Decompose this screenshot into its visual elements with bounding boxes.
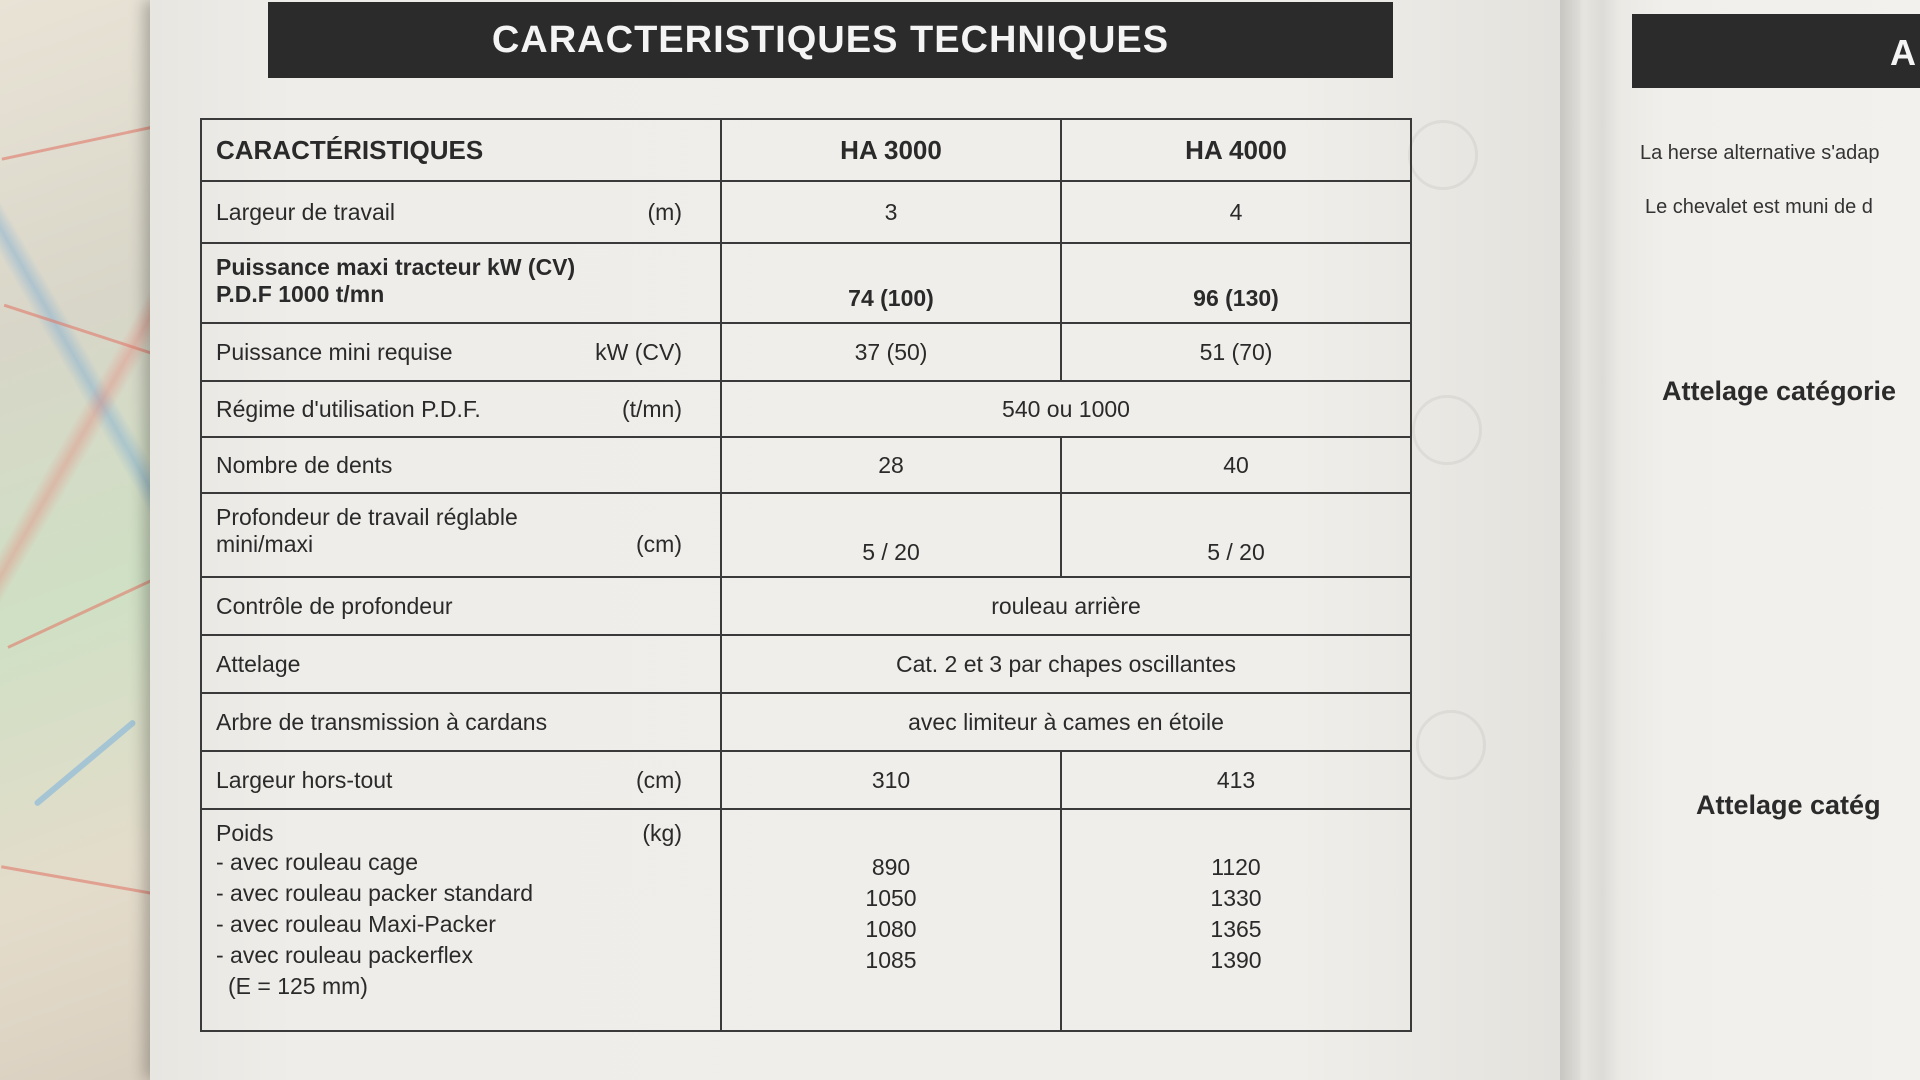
table-row: [201, 437, 1411, 493]
row-label-cell: Arbre de transmission à cardans: [201, 693, 721, 751]
right-page-heading-2: Attelage catég: [1696, 790, 1881, 820]
value-ha4000: 413: [1061, 751, 1411, 809]
header-ha3000: HA 3000: [721, 119, 1061, 181]
row-label: Puissance mini requise: [216, 338, 453, 365]
poids-value: 890: [871, 854, 911, 880]
row-label-line-1: Puissance maxi tracteur kW (CV): [216, 254, 576, 280]
value-ha4000: 40: [1061, 437, 1411, 493]
poids-value: 1120: [1211, 854, 1261, 880]
right-page-title-bar: [1632, 14, 1920, 88]
value-ha3000: 28: [721, 437, 1061, 493]
ghost-circle-3: [1416, 710, 1486, 780]
row-label-cell: Attelage: [201, 635, 721, 693]
table-row: [201, 493, 1411, 577]
row-label: Poids: [216, 820, 274, 846]
ghost-circle-2: [1412, 395, 1482, 465]
poids-value: 1365: [1210, 916, 1262, 942]
header-characteristics: CARACTÉRISTIQUES: [201, 119, 721, 181]
row-unit: (m): [647, 198, 682, 225]
map-background: [0, 0, 170, 1080]
row-label-cell: [201, 809, 721, 1031]
right-page-line-2: Le chevalet est muni de d: [1645, 196, 1873, 218]
row-label: Largeur de travail: [216, 198, 395, 225]
table-header-row: [201, 119, 1411, 181]
table-row: [201, 381, 1411, 437]
poids-values-ha4000: [1061, 809, 1411, 1031]
value-ha4000: 96 (130): [1061, 243, 1411, 323]
row-label: Régime d'utilisation P.D.F.: [216, 395, 481, 422]
row-unit: (cm): [636, 531, 682, 557]
row-label-cell: [201, 323, 721, 381]
row-unit: (cm): [636, 766, 682, 793]
value-ha4000: 4: [1061, 181, 1411, 243]
page-title: CARACTERISTIQUES TECHNIQUES: [268, 2, 1393, 78]
row-label-line-1: Profondeur de travail réglable: [216, 504, 518, 530]
row-label-cell: [201, 751, 721, 809]
row-label-line-2: P.D.F 1000 t/mn: [216, 281, 385, 307]
row-label-cell: [201, 381, 721, 437]
poids-value: 1330: [1210, 885, 1262, 911]
table-row: [201, 751, 1411, 809]
right-page-line-1: La herse alternative s'adap: [1640, 142, 1880, 164]
value-ha4000: 5 / 20: [1061, 493, 1411, 577]
table-row: [201, 181, 1411, 243]
ghost-circle-1: [1408, 120, 1478, 190]
header-ha4000: HA 4000: [1061, 119, 1411, 181]
poids-item: - avec rouleau cage: [216, 849, 419, 875]
poids-value: 1085: [865, 947, 917, 973]
poids-item: - avec rouleau packer standard: [216, 880, 534, 906]
poids-item-list: [216, 847, 706, 1002]
value-ha3000: 3: [721, 181, 1061, 243]
row-unit: kW (CV): [595, 338, 682, 365]
row-unit: (kg): [642, 820, 682, 846]
row-label-cell: [201, 243, 721, 323]
right-page-title-letter: A: [1890, 32, 1916, 73]
row-label: Largeur hors-tout: [216, 766, 393, 793]
value-ha3000: 74 (100): [721, 243, 1061, 323]
poids-note: (E = 125 mm): [228, 973, 368, 999]
value-shared: avec limiteur à cames en étoile: [721, 693, 1411, 751]
value-shared: rouleau arrière: [721, 577, 1411, 635]
right-page-heading-1: Attelage catégorie: [1662, 376, 1897, 406]
poids-value: 1050: [865, 885, 917, 911]
table-row: [201, 635, 1411, 693]
table-row: [201, 577, 1411, 635]
poids-item: - avec rouleau packerflex: [216, 942, 473, 968]
row-label-cell: [201, 493, 721, 577]
table-row: [201, 693, 1411, 751]
value-ha3000: 37 (50): [721, 323, 1061, 381]
row-unit: (t/mn): [621, 395, 682, 422]
value-ha4000: 51 (70): [1061, 323, 1411, 381]
value-ha3000: 310: [721, 751, 1061, 809]
value-shared: Cat. 2 et 3 par chapes oscillantes: [721, 635, 1411, 693]
value-shared: 540 ou 1000: [721, 381, 1411, 437]
poids-item: - avec rouleau Maxi-Packer: [216, 911, 496, 937]
row-label-line-2: mini/maxi: [216, 531, 314, 557]
page-gutter: [1560, 0, 1620, 1080]
specs-table: [200, 118, 1412, 1032]
row-label-cell: Contrôle de profondeur: [201, 577, 721, 635]
table-row: [201, 243, 1411, 323]
table-row-poids: [201, 809, 1411, 1031]
poids-values-ha3000: [721, 809, 1061, 1031]
poids-value: 1390: [1210, 947, 1262, 973]
row-label-cell: Nombre de dents: [201, 437, 721, 493]
row-label-cell: [201, 181, 721, 243]
poids-value: 1080: [865, 916, 917, 942]
table-row: [201, 323, 1411, 381]
value-ha3000: 5 / 20: [721, 493, 1061, 577]
